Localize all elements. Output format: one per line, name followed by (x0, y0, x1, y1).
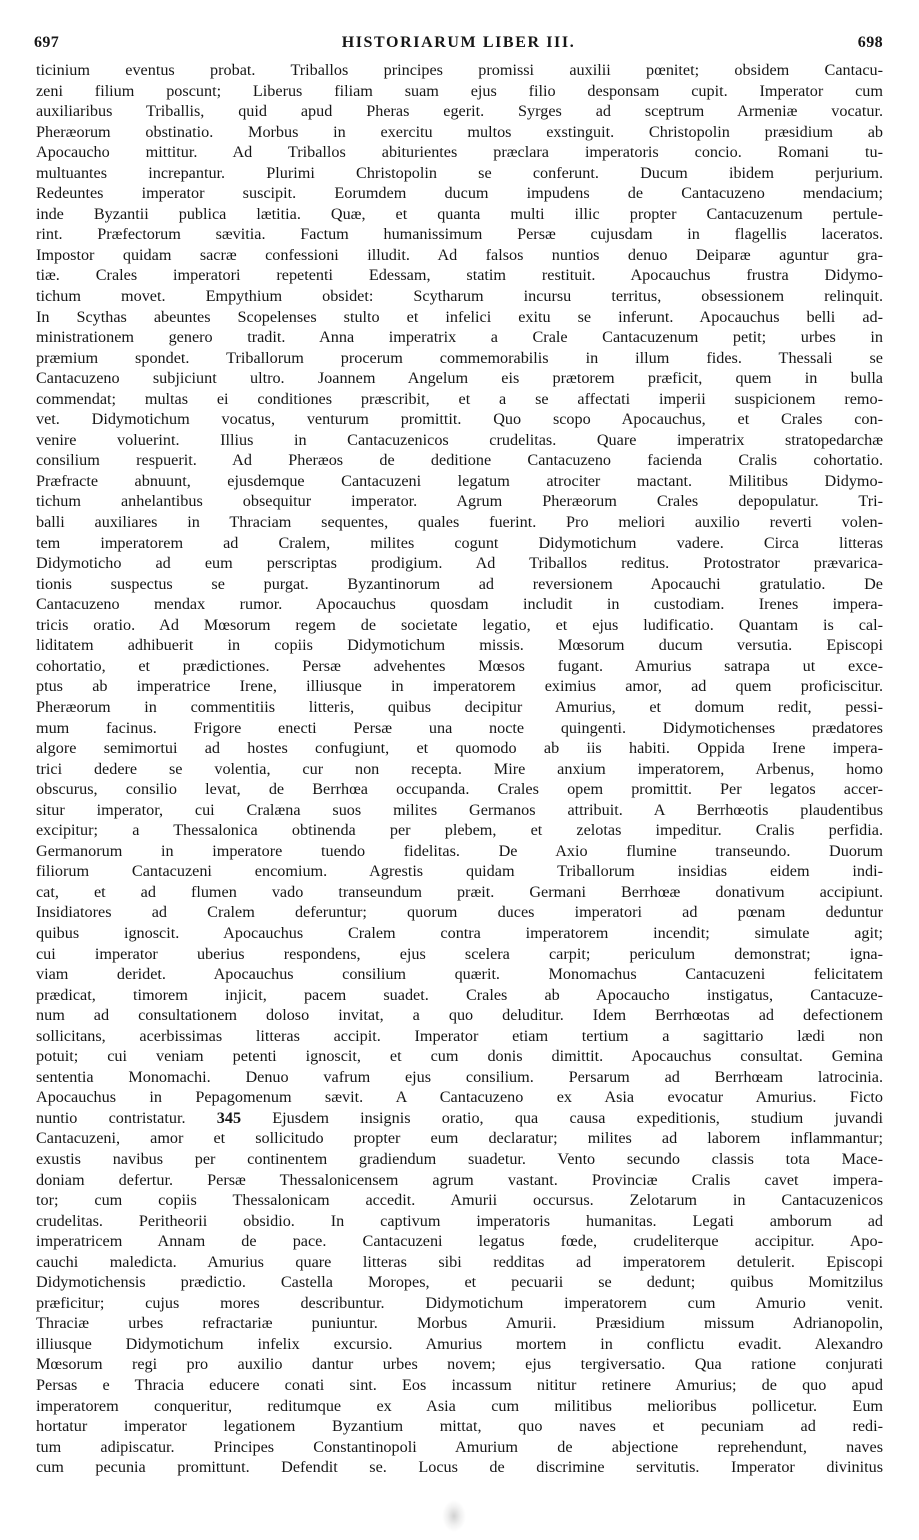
text-line: Apocaucho mittitur. Ad Triballos abiturientes præclara imperatoris concio. Romani tu- (36, 143, 883, 162)
text-line: Redeuntes imperator suscipit. Eorumdem ducum impudens de Cantacuzeno mendacium; (36, 184, 883, 203)
text-line: tionis suspectus se purgat. Byzantinorum ad reversionem Apocauchi gratulatio. De (36, 574, 883, 593)
text-line: hortatur imperator legationem Byzantium mittat, quo naves et pecuniam ad redi- (36, 1417, 883, 1436)
text-line: tum adipiscatur. Principes Constantinopoli Amurium de abjectione reprehendunt, naves (36, 1437, 883, 1456)
text-line (36, 1108, 883, 1129)
text-line: Mœsorum regi pro auxilio dantur urbes novem; ejus tergiversatio. Qua ratione conjurati (36, 1355, 883, 1374)
text-line: exustis navibus per continentem gradiendum suadetur. Vento secundo classis tota Mace- (36, 1149, 883, 1168)
ink-smudge (442, 1500, 466, 1532)
text-line: obscurus, consilio levat, de Berrhœa occupanda. Crales opem promittit. Per legatos accer- (36, 780, 883, 799)
text-line: Impostor quidam sacræ confessioni illudit. Ad falsos nuntios denuo Deiparæ aguntur gra- (36, 245, 883, 264)
text-line: Pheræorum in commentitiis litteris, quibus decipitur Amurius, et domum redit, pessi- (36, 697, 883, 716)
text-line: algore semimortui ad hostes confugiunt, et quomodo ab iis habiti. Oppida Irene impera- (36, 739, 883, 758)
text-line: consilium respuerit. Ad Pheræos de deditione Cantacuzeno facienda Cralis cohortatio. (36, 451, 883, 470)
text-line: commendat; multas ei conditiones præscribit, et a se affectati imperii suspicionem remo- (36, 389, 883, 408)
text-line: præficitur; cujus mores describuntur. Didymotichum imperatorem cum Amurio venit. (36, 1293, 883, 1312)
page-header (34, 34, 883, 56)
text-line: Pheræorum obstinatio. Morbus in exercitu multos exstinguit. Christopolin præsidium ab (36, 122, 883, 141)
text-line: viam deridet. Apocauchus consilium quærit. Monomachus Cantacuzeni felicitatem (36, 965, 883, 984)
text-line: præmium spondet. Triballorum procerum commemorabilis in illum fides. Thessali se (36, 348, 883, 367)
text-line: venire voluerint. Illius in Cantacuzenicos crudelitas. Quare imperatrix stratopedarchæ (36, 430, 883, 449)
text-line: auxiliaribus Triballis, quid apud Pheras egerit. Syrges ad sceptrum Armeniæ vocatur. (36, 102, 883, 121)
text-line: Germanorum in imperatore tuendo fidelitas. De Axio flumine transeundo. Duorum (36, 841, 883, 860)
text-line: Apocauchus in Pepagomenum sævit. A Cantacuzeno ex Asia evocatur Amurius. Ficto (36, 1088, 883, 1107)
text-line: cauchi maledicta. Amurius quare litteras sibi redditas ad imperatorem detulerit. Episcopi (36, 1252, 883, 1271)
text-line: tricis oratio. Ad Mœsorum regem de societate legatio, et ejus ludificatio. Quantam is cal- (36, 615, 883, 634)
text-line: tiæ. Crales imperatori repetenti Edessam, statim restituit. Apocauchus frustra Didymo- (36, 266, 883, 285)
text-line: tichum anhelantibus obsequitur imperator. Agrum Pheræorum Crales depopulatur. Tri- (36, 492, 883, 511)
text-line: sententia Monomachi. Denuo vafrum ejus consilium. Persarum ad Berrhœam latrocinia. (36, 1067, 883, 1086)
text-line: Cantacuzeno subjiciunt ultro. Joannem Angelum eis prætorem præficit, quem in bulla (36, 369, 883, 388)
text-line: balli auxiliares in Thraciam sequentes, quales fuerint. Pro meliori auxilio reverti volen- (36, 513, 883, 532)
text-line: tor; cum copiis Thessalonicam accedit. Amurii occursus. Zelotarum in Cantacuzenicos (36, 1191, 883, 1210)
page-number-left: 697 (34, 34, 60, 51)
text-line: Cantacuzeni, amor et sollicitudo propter eum declaratur; milites ad laborem inflammantur; (36, 1129, 883, 1148)
text-line: tem imperatorem ad Cralem, milites cogunt Didymotichum vadere. Circa litteras (36, 533, 883, 552)
text-line: imperatricem Annam de pace. Cantacuzeni legatus fœde, crudeliterque accipitur. Apo- (36, 1232, 883, 1251)
summary-text (36, 60, 883, 1498)
page-marker: 345 (216, 1108, 242, 1127)
text-line: In Scythas abeuntes Scopelenses stulto et infelici exitu se inferunt. Apocauchus belli ad- (36, 307, 883, 326)
text-line: Præfracte abnuunt, ejusdemque Cantacuzeni legatum atrociter mactant. Militibus Didymo- (36, 471, 883, 490)
text-line: num ad consultationem doloso invitat, a quo deluditur. Idem Berrhœotas ad defectionem (36, 1006, 883, 1025)
text-line: rint. Præfectorum sævitia. Factum humanissimum Persæ cujusdam in flagellis laceratos. (36, 225, 883, 244)
text-line: Persas e Thracia educere conati sint. Eos incassum nititur retinere Amurius; de quo apud (36, 1376, 883, 1394)
text-line: illiusque Didymotichum infelix excursio. Amurius mortem in conflictu evadit. Alexandro (36, 1334, 883, 1353)
text-line: Didymotichensis prædictio. Castella Moropes, et pecuarii se dedunt; quibus Momitzilus (36, 1273, 883, 1292)
text-line: multuantes increpantur. Plurimi Christopolin se conferunt. Ducum ibidem perjurium. (36, 163, 883, 182)
page-number-right: 698 (857, 34, 883, 51)
running-title: HISTORIARUM LIBER III. (341, 34, 576, 51)
text-line: ministrationem genero tradit. Anna imperatrix a Crale Cantacuzenum petit; urbes in (36, 328, 883, 347)
text-line: cui imperator uberius respondens, ejus scelera carpit; periculum demonstrat; igna- (36, 944, 883, 963)
text-line: ptus ab imperatrice Irene, illiusque in imperatorem eximius amor, ad quem proficiscitur. (36, 677, 883, 696)
text-line: tichum movet. Empythium obsidet: Scytharum incursu territus, obsessionem relinquit. (36, 287, 883, 306)
text-line (36, 1478, 883, 1499)
text-segment: Ejusdem insignis oratio, qua causa expeditionis, studium juvandi (272, 1108, 883, 1127)
text-line: liditatem adhibuerit in copiis Didymotichum missis. Mœsorum ducum versutia. Episcopi (36, 636, 883, 655)
text-line: zeni filium poscunt; Liberus filiam suam ejus filio desponsam cupit. Imperator cum (36, 81, 883, 100)
text-line: cohortatio, et prædictiones. Persæ advehentes Mœsos fugant. Amurius satrapa ut exce- (36, 656, 883, 675)
text-line: potuit; cui veniam petenti ignoscit, et cum donis dimittit. Apocauchus consultat. Gemina (36, 1047, 883, 1066)
text-line: mum facinus. Frigore enecti Persæ una nocte quingenti. Didymotichenses prædatores (36, 718, 883, 737)
text-line: ticinium eventus probat. Triballos principes promissi auxilii pœnitet; obsidem Cantacu- (36, 61, 883, 79)
text-line: prædicat, timorem injicit, pacem suadet. Crales ab Apocaucho instigatus, Cantacuze- (36, 985, 883, 1004)
text-line: sollicitans, acerbissimas litteras accipit. Imperator etiam tertium a sagittario lædi non (36, 1026, 883, 1045)
text-line: vet. Didymotichum vocatus, venturum promittit. Quo scopo Apocauchus, et Crales con- (36, 410, 883, 429)
text-line: Insidiatores ad Cralem deferuntur; quorum duces imperatori ad pœnam deduntur (36, 903, 883, 922)
text-line: Cantacuzeno mendax rumor. Apocauchus quosdam includit in custodiam. Irenes impera- (36, 595, 883, 614)
text-line: situr imperator, cui Cralæna suos milites Germanos attribuit. A Berrhœotis plaudentibus (36, 800, 883, 819)
text-line: imperatorem conqueritur, reditumque ex Asia cum militibus melioribus pollicetur. Eum (36, 1396, 883, 1415)
text-line: quibus ignoscit. Apocauchus Cralem contra imperatorem incendit; simulate agit; (36, 923, 883, 942)
text-line: cat, et ad flumen vado transeundum præit. Germani Berrhœæ donativum accipiunt. (36, 882, 883, 901)
text-segment: nuntio contristatur. (36, 1108, 186, 1127)
text-line: Didymoticho ad eum perscriptas prodigium. Ad Triballos reditus. Protostrator prævarica- (36, 554, 883, 573)
text-line: inde Byzantii publica lætitia. Quæ, et quanta multi illic propter Cantacuzenum pertule- (36, 204, 883, 223)
text-line: trici dedere se volentia, cur non recepta. Mire anxium imperatorem, Arbenus, homo (36, 759, 883, 778)
text-line: filiorum Cantacuzeni encomium. Agrestis quidam Triballorum insidias eidem indi- (36, 862, 883, 881)
text-line: doniam defertur. Persæ Thessalonicensem agrum vastant. Provinciæ Cralis cavet impera- (36, 1170, 883, 1189)
text-line: crudelitas. Peritheorii obsidio. In captivum imperatoris humanitas. Legati amborum ad (36, 1211, 883, 1230)
text-line: Thraciæ urbes refractariæ puniuntur. Morbus Amurii. Præsidium missum Adrianopolin, (36, 1314, 883, 1333)
text-line: cum pecunia promittunt. Defendit se. Locus de discrimine servitutis. Imperator divinitus (36, 1458, 883, 1477)
text-line: excipitur; a Thessalonica obtinenda per plebem, et zelotas impeditur. Cralis perfidia. (36, 821, 883, 840)
